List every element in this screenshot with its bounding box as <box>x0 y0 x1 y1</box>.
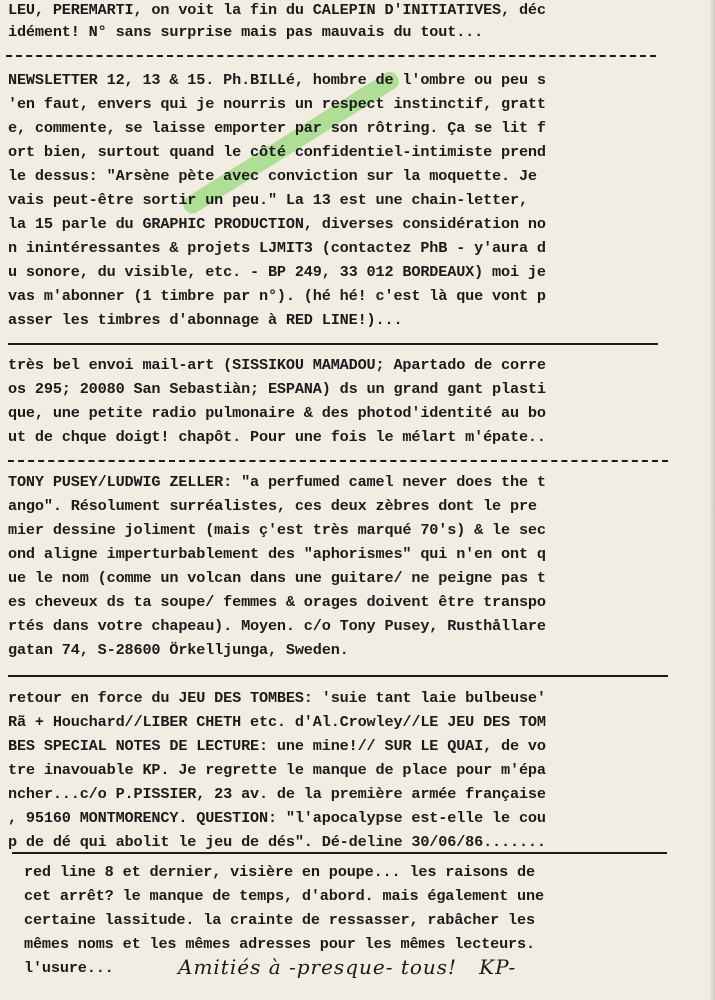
text-line: os 295; 20080 San Sebastiàn; ESPANA) ds un grand gant plasti <box>8 380 546 398</box>
text-line: certaine lassitude. la crainte de ressasser, rabâcher les <box>24 911 535 929</box>
text-line: 'en faut, envers qui je nourris un respect instinctif, gratt <box>8 95 546 113</box>
text-line: mêmes noms et les mêmes adresses pour les mêmes lecteurs. <box>24 935 535 953</box>
text-line: NEWSLETTER 12, 13 & 15. Ph.BILLé, hombre de l'ombre ou peu s <box>8 71 546 89</box>
text-line: vas m'abonner (1 timbre par n°). (hé hé! c'est là que vont p <box>8 287 546 305</box>
separator-line <box>8 460 668 462</box>
page-edge-shadow <box>709 0 715 1000</box>
text-line: tre inavouable KP. Je regrette le manque de place pour m'épa <box>8 761 546 779</box>
text-line: cet arrêt? le manque de temps, d'abord. mais également une <box>24 887 544 905</box>
text-line: ort bien, surtout quand le côté confidentiel-intimiste prend <box>8 143 546 161</box>
text-line: red line 8 et dernier, visière en poupe... les raisons de <box>24 863 535 881</box>
text-line: e, commente, se laisse emporter par son rôtring. Ça se lit f <box>8 119 546 137</box>
text-line: ut de chque doigt! chapôt. Pour une fois le mélart m'épate.. <box>8 428 546 446</box>
text-line: es cheveux ds ta soupe/ femmes & orages doivent être transpo <box>8 593 546 611</box>
separator-line <box>6 55 656 57</box>
text-line: ue le nom (comme un volcan dans une guitare/ ne peigne pas t <box>8 569 546 587</box>
text-line: n inintéressantes & projets LJMIT3 (contactez PhB - y'aura d <box>8 239 546 257</box>
text-line: LEU, PEREMARTI, on voit la fin du CALEPIN D'INITIATIVES, déc <box>8 1 546 19</box>
text-line: idément! N° sans surprise mais pas mauvais du tout... <box>8 23 484 41</box>
text-line: que, une petite radio pulmonaire & des photod'identité au bo <box>8 404 546 422</box>
text-line: Rã + Houchard//LIBER CHETH etc. d'Al.Crowley//LE JEU DES TOM <box>8 713 546 731</box>
text-line: asser les timbres d'abonnage à RED LINE!)... <box>8 311 403 329</box>
text-line: , 95160 MONTMORENCY. QUESTION: "l'apocalypse est-elle le cou <box>8 809 546 827</box>
text-line: le dessus: "Arsène pète avec conviction sur la moquette. Je <box>8 167 537 185</box>
text-line: vais peut-être sortir un peu." La 13 est une chain-letter, <box>8 191 528 209</box>
text-line: l'usure... <box>24 959 114 977</box>
text-line: ango". Résolument surréalistes, ces deux zèbres dont le pre <box>8 497 537 515</box>
text-line: TONY PUSEY/LUDWIG ZELLER: "a perfumed camel never does the t <box>8 473 546 491</box>
text-line: BES SPECIAL NOTES DE LECTURE: une mine!// SUR LE QUAI, de vo <box>8 737 546 755</box>
text-line: la 15 parle du GRAPHIC PRODUCTION, diverses considération no <box>8 215 546 233</box>
text-line: rtés dans votre chapeau). Moyen. c/o Tony Pusey, Rusthållare <box>8 617 546 635</box>
text-line: u sonore, du visible, etc. - BP 249, 33 012 BORDEAUX) moi je <box>8 263 546 281</box>
text-line: ond aligne imperturbablement des "aphorismes" qui n'en ont q <box>8 545 546 563</box>
text-line: gatan 74, S-28600 Örkelljunga, Sweden. <box>8 641 349 659</box>
text-line: mier dessine joliment (mais ç'est très marqué 70's) & le sec <box>8 521 546 539</box>
handwritten-signature: Amitiés à -presque- tous! KP- <box>178 955 517 979</box>
text-line: ncher...c/o P.PISSIER, 23 av. de la première armée française <box>8 785 546 803</box>
separator-line <box>8 343 658 345</box>
separator-line <box>8 675 668 677</box>
text-line: retour en force du JEU DES TOMBES: 'suie tant laie bulbeuse' <box>8 689 546 707</box>
separator-line <box>12 852 667 854</box>
text-line: très bel envoi mail-art (SISSIKOU MAMADOU; Apartado de corre <box>8 356 546 374</box>
text-line: p de dé qui abolit le jeu de dés". Dé-deline 30/06/86....... <box>8 833 546 851</box>
